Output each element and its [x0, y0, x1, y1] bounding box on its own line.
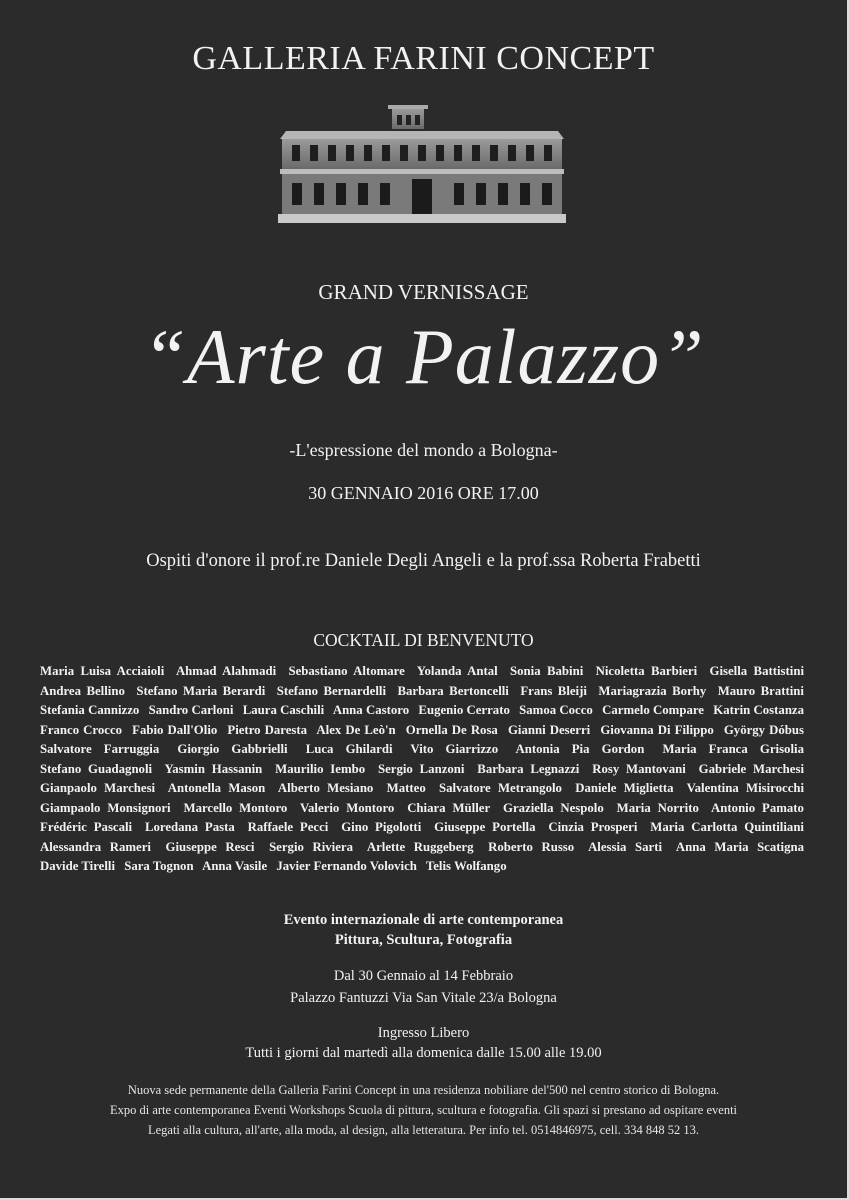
artist-name: Maria Franca Grisolia	[662, 742, 804, 756]
artist-name: Chiara Müller	[407, 800, 491, 815]
artist-name: Daniele Miglietta	[575, 781, 674, 795]
opening-hours: Tutti i giorni dal martedì alla domenica dalle 15.00 alle 19.00	[245, 1045, 602, 1061]
event-tagline: -L'espressione del mondo a Bologna-	[289, 440, 558, 460]
artist-name: Gisella Battistini	[709, 664, 805, 678]
artist-name: Sebastiano Altomare	[288, 664, 405, 678]
artist-name: Stefano Maria Berardi	[136, 683, 266, 698]
artist-name: Alessandra Rameri	[40, 839, 151, 854]
artist-name: Cinzia Prosperi	[548, 820, 638, 834]
artist-name: Roberto Russo	[488, 839, 575, 854]
event-disciplines: Pittura, Scultura, Fotografia	[334, 932, 513, 948]
artist-name: Gianpaolo Marchesi	[40, 781, 156, 795]
artist-name: Antonella Mason	[167, 781, 266, 795]
cocktail-heading: COCKTAIL DI BENVENUTO	[313, 630, 534, 650]
artist-name: Maurilio Iembo	[275, 761, 366, 776]
artist-name: Gianni Deserri	[507, 722, 591, 737]
artist-name: György Dóbus	[723, 722, 805, 737]
artist-name: Carmelo Compare	[602, 703, 704, 717]
artist-name: Antonia Pia Gordon	[515, 742, 645, 756]
artist-name: Arlette Ruggeberg	[366, 839, 474, 854]
event-description	[0, 910, 847, 950]
artist-name: Yasmin Hassanin	[164, 761, 263, 776]
entry-info	[0, 1023, 847, 1063]
artist-name: Sergio Lanzoni	[377, 761, 465, 776]
artist-name: Rosy Mantovani	[592, 761, 686, 776]
artist-name: Giovanna Di Filippo	[600, 722, 714, 737]
artist-name: Anna Vasile	[202, 859, 268, 873]
artist-name: Giuseppe Portella	[434, 820, 536, 834]
artist-name: Sergio Riviera	[269, 839, 353, 854]
artist-name: Luca Ghilardi	[305, 742, 393, 756]
artist-name: Maria Carlotta Quintiliani	[650, 820, 804, 834]
footer	[0, 1080, 847, 1140]
artist-name: Loredana Pasta	[144, 820, 235, 834]
event-type: Evento internazionale di arte contemporanea	[283, 912, 564, 928]
artist-name: Samoa Cocco	[519, 703, 593, 717]
guests-of-honor: Ospiti d'onore il prof.re Daniele Degli Angeli e la prof.ssa Roberta Frabetti	[146, 551, 701, 571]
artist-name: Maria Luisa Acciaioli	[40, 664, 165, 678]
artist-name: Marcello Montoro	[183, 800, 288, 815]
artist-name: Eugenio Cerrato	[418, 703, 510, 717]
artist-name: Andrea Bellino	[40, 683, 125, 698]
artist-name: Sandro Carloni	[148, 703, 234, 717]
artist-name: Stefania Cannizzo	[40, 703, 140, 717]
artist-name: Alex De Leò'n	[316, 722, 396, 737]
artist-name: Gabriele Marchesi	[698, 761, 804, 776]
artist-name: Ahmad Alahmadi	[175, 664, 277, 678]
artist-name: Salvatore Metrangolo	[439, 781, 562, 795]
artist-name: Frans Bleiji	[520, 683, 587, 698]
artist-name: Nicoletta Barbieri	[595, 664, 698, 678]
artist-name: Sonia Babini	[510, 664, 584, 678]
artist-name: Alessia Sarti	[588, 839, 663, 854]
artist-name: Mauro Brattini	[717, 683, 804, 698]
artist-name: Barbara Legnazzi	[477, 761, 580, 776]
artist-name: Valerio Montoro	[299, 800, 395, 815]
artist-name: Antonio Pamato	[711, 800, 804, 815]
exhibition-location: Palazzo Fantuzzi Via San Vitale 23/a Bologna	[290, 990, 557, 1006]
artist-name: Telis Wolfango	[425, 859, 507, 873]
artists-list	[40, 662, 810, 877]
artist-name: Valentina Misirocchi	[686, 781, 805, 795]
period-location	[0, 965, 847, 1009]
exhibition-period: Dal 30 Gennaio al 14 Febbraio	[333, 968, 514, 984]
artist-name: Javier Fernando Volovich	[276, 859, 417, 873]
gallery-name: GALLERIA FARINI CONCEPT	[192, 40, 655, 77]
artist-name: Salvatore Farruggia	[40, 742, 160, 756]
artist-name: Anna Maria Scatigna	[675, 839, 804, 854]
artist-name: Frédéric Pascali	[40, 820, 133, 834]
event-kicker: GRAND VERNISSAGE	[318, 280, 529, 304]
artist-name: Barbara Bertoncelli	[397, 683, 509, 698]
artist-name: Pietro Daresta	[227, 722, 308, 737]
artist-name: Yolanda Antal	[416, 664, 498, 678]
artist-name: Ornella De Rosa	[405, 722, 498, 737]
event-datetime: 30 GENNAIO 2016 ORE 17.00	[308, 483, 539, 503]
artist-name: Giampaolo Monsignori	[40, 800, 171, 815]
artist-name: Graziella Nespolo	[503, 800, 604, 815]
artist-name: Giorgio Gabbrielli	[177, 742, 288, 756]
artist-name: Maria Norrito	[616, 800, 699, 815]
artist-name: Sara Tognon	[124, 859, 194, 873]
artist-name: Laura Caschili	[242, 703, 325, 717]
artist-name: Fabio Dall'Olio	[132, 722, 218, 737]
footer-line-1: Nuova sede permanente della Galleria Farini Concept in una residenza nobiliare del'500 nel centro storico di Bologna.	[127, 1083, 720, 1097]
artist-name: Gino Pigolotti	[341, 820, 422, 834]
palazzo-facade-image	[278, 105, 566, 223]
artist-name: Stefano Guadagnoli	[40, 761, 153, 776]
entry-free: Ingresso Libero	[377, 1025, 470, 1041]
artist-name: Franco Crocco	[40, 722, 123, 737]
artist-name: Raffaele Pecci	[247, 820, 329, 834]
artist-name: Alberto Mesiano	[277, 781, 374, 795]
event-title: “Arte a Palazzo”	[142, 313, 705, 400]
artist-name: Vito Giarrizzo	[410, 742, 499, 756]
artist-name: Giuseppe Resci	[165, 839, 255, 854]
artist-name: Davide Tirelli	[40, 859, 116, 873]
artist-name: Anna Castoro	[332, 703, 410, 717]
artist-name: Katrin Costanza	[713, 703, 805, 717]
artist-name: Matteo	[386, 781, 426, 795]
artist-name: Stefano Bernardelli	[276, 683, 387, 698]
footer-line-3: Legati alla cultura, all'arte, alla moda, al design, alla letteratura. Per info tel. 0514846975, cell. 334 848 52 13.	[147, 1123, 700, 1137]
artist-name: Mariagrazia Borhy	[598, 683, 707, 698]
footer-line-2: Expo di arte contemporanea Eventi Workshops Scuola di pittura, scultura e fotografia. Gli spazi si prestano ad ospitare eventi	[109, 1103, 738, 1117]
